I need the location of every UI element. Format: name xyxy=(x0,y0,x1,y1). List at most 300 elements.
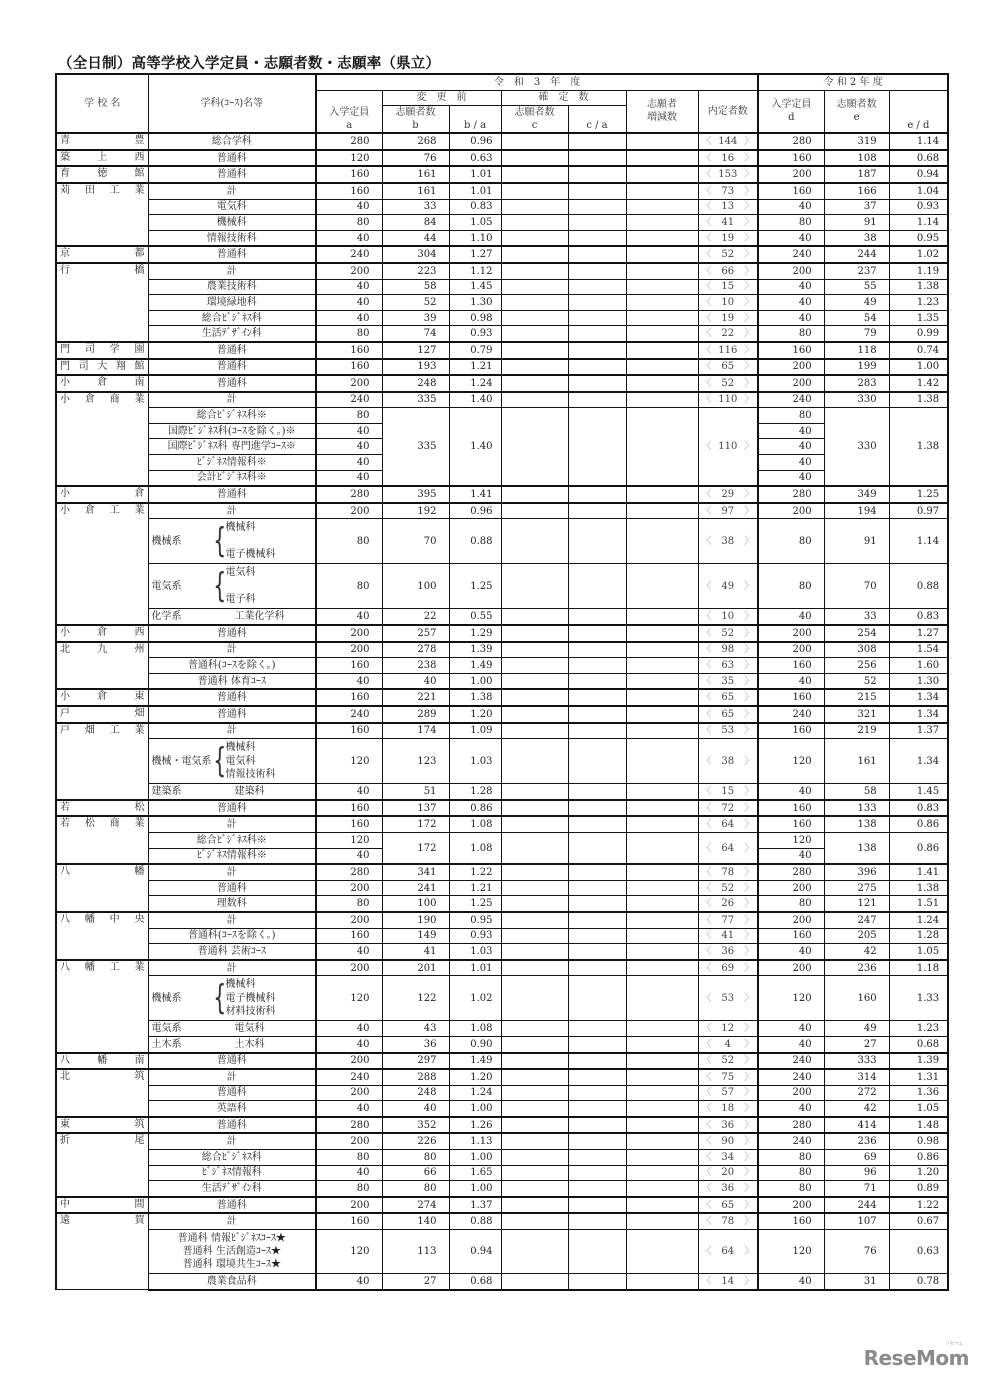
ratio-ba: 1.10 xyxy=(449,230,501,246)
naitei-cell: 〈 52 〉 xyxy=(698,880,758,896)
table-row xyxy=(56,1213,948,1229)
ratio-ed: 1.34 xyxy=(889,706,948,723)
course-name: 生活ﾃﾞｻﾞｲﾝ科 xyxy=(148,326,316,342)
table-row xyxy=(56,519,948,564)
ratio-ed: 0.98 xyxy=(889,1133,948,1149)
applicant-change xyxy=(626,503,698,519)
ratio-ba: 0.96 xyxy=(449,133,501,150)
table-row xyxy=(56,375,948,392)
header-reiwa3: 令 和 3 年 度 xyxy=(316,74,758,90)
table-row xyxy=(56,1197,948,1214)
ratio-ed: 1.33 xyxy=(889,976,948,1021)
ratio-ba: 1.40 xyxy=(449,408,501,486)
table-row xyxy=(56,928,948,944)
ratio-ed: 0.68 xyxy=(889,150,948,167)
applicants-b: 268 xyxy=(382,133,449,150)
capacity-a: 240 xyxy=(316,392,382,408)
table-row xyxy=(56,1117,948,1134)
applicants-e: 91 xyxy=(824,215,889,231)
capacity-d: 40 xyxy=(758,423,824,439)
table-row xyxy=(56,486,948,503)
applicants-e: 349 xyxy=(824,486,889,503)
naitei-cell: 〈 65 〉 xyxy=(698,359,758,376)
applicants-c xyxy=(501,1117,568,1134)
table-row xyxy=(56,564,948,609)
capacity-a: 280 xyxy=(316,133,382,150)
capacity-d: 80 xyxy=(758,408,824,424)
school-name: 京 都 xyxy=(56,246,148,263)
ratio-ca xyxy=(568,1197,626,1214)
capacity-a: 40 xyxy=(316,199,382,215)
course-group: 建築系 建築科 xyxy=(148,784,316,800)
ratio-ca xyxy=(568,816,626,832)
ratio-ba: 1.24 xyxy=(449,375,501,392)
capacity-d: 200 xyxy=(758,642,824,658)
applicant-change xyxy=(626,166,698,183)
naitei-cell: 〈 72 〉 xyxy=(698,800,758,817)
capacity-a: 200 xyxy=(316,1053,382,1070)
school-name: 小 倉 東 xyxy=(56,689,148,706)
course-name: 総合学科 xyxy=(148,133,316,150)
ratio-ba: 0.98 xyxy=(449,310,501,326)
ratio-ca xyxy=(568,739,626,784)
capacity-d: 80 xyxy=(758,1165,824,1181)
applicant-change xyxy=(626,976,698,1021)
course-group: 機械・電気系 { 機械科 電気科 情報技術科 xyxy=(148,739,316,784)
applicants-e: 121 xyxy=(824,896,889,912)
course-name: 計 xyxy=(148,816,316,832)
table-row xyxy=(56,326,948,342)
capacity-a: 280 xyxy=(316,1117,382,1134)
table-row xyxy=(56,1101,948,1117)
applicants-b: 51 xyxy=(382,784,449,800)
capacity-a: 120 xyxy=(316,739,382,784)
course-name: 計 xyxy=(148,183,316,199)
ratio-ed: 1.18 xyxy=(889,960,948,976)
ratio-ba: 1.02 xyxy=(449,976,501,1021)
applicant-change xyxy=(626,199,698,215)
naitei-cell: 〈 19 〉 xyxy=(698,310,758,326)
naitei-cell: 〈 41 〉 xyxy=(698,215,758,231)
capacity-d: 80 xyxy=(758,1181,824,1197)
capacity-a: 200 xyxy=(316,263,382,279)
ratio-ca xyxy=(568,1069,626,1085)
applicants-b: 192 xyxy=(382,503,449,519)
capacity-d: 160 xyxy=(758,689,824,706)
table-row xyxy=(56,1230,948,1274)
ratio-ed: 1.41 xyxy=(889,864,948,880)
applicant-change xyxy=(626,673,698,689)
school-name: 東 筑 xyxy=(56,1117,148,1134)
applicants-e: 194 xyxy=(824,503,889,519)
ratio-ed: 0.94 xyxy=(889,166,948,183)
table-row xyxy=(56,706,948,723)
capacity-a: 200 xyxy=(316,375,382,392)
course-name: 国際ﾋﾞｼﾞﾈｽ科 専門進学ｺｰｽ※ xyxy=(148,439,316,455)
school-name: 行 橋 xyxy=(56,263,148,342)
capacity-a: 160 xyxy=(316,723,382,739)
ratio-ca xyxy=(568,658,626,674)
ratio-ca xyxy=(568,1053,626,1070)
ratio-ed: 1.34 xyxy=(889,689,948,706)
applicants-c xyxy=(501,816,568,832)
header-naitei: 内定者数 xyxy=(698,90,758,133)
naitei-cell: 〈 52 〉 xyxy=(698,1053,758,1070)
capacity-a: 40 xyxy=(316,1101,382,1117)
ratio-ba: 1.49 xyxy=(449,658,501,674)
applicant-change xyxy=(626,359,698,376)
ratio-ca xyxy=(568,503,626,519)
capacity-a: 280 xyxy=(316,486,382,503)
ratio-ba: 0.88 xyxy=(449,1213,501,1229)
capacity-d: 40 xyxy=(758,439,824,455)
applicants-c xyxy=(501,1133,568,1149)
course-name: 普通科(ｺｰｽを除く。) xyxy=(148,928,316,944)
table-row xyxy=(56,1069,948,1085)
ratio-ca xyxy=(568,944,626,960)
capacity-a: 40 xyxy=(316,470,382,486)
course-name: 英語科 xyxy=(148,1101,316,1117)
course-name: 普通科 xyxy=(148,1117,316,1134)
ratio-ba: 1.26 xyxy=(449,1117,501,1134)
capacity-d: 40 xyxy=(758,455,824,471)
table-row xyxy=(56,1181,948,1197)
applicants-e: 107 xyxy=(824,1213,889,1229)
capacity-d: 40 xyxy=(758,1274,824,1290)
applicants-e: 70 xyxy=(824,564,889,609)
applicants-b: 190 xyxy=(382,912,449,928)
capacity-a: 200 xyxy=(316,1085,382,1101)
ratio-ba: 0.88 xyxy=(449,519,501,564)
ratio-ba: 1.27 xyxy=(449,246,501,263)
naitei-cell: 〈 110 〉 xyxy=(698,392,758,408)
naitei-cell: 〈 98 〉 xyxy=(698,642,758,658)
course-name: 計 xyxy=(148,912,316,928)
capacity-a: 80 xyxy=(316,1150,382,1166)
course-name: 普通科 xyxy=(148,359,316,376)
capacity-a: 80 xyxy=(316,326,382,342)
course-name: 計 xyxy=(148,263,316,279)
applicants-c xyxy=(501,689,568,706)
naitei-cell: 〈 36 〉 xyxy=(698,944,758,960)
applicants-e: 27 xyxy=(824,1036,889,1052)
ratio-ba: 1.03 xyxy=(449,944,501,960)
ratio-ed: 1.45 xyxy=(889,784,948,800)
table-row xyxy=(56,944,948,960)
course-name: 計 xyxy=(148,1133,316,1149)
capacity-d: 200 xyxy=(758,1197,824,1214)
applicants-e: 69 xyxy=(824,1150,889,1166)
course-name: 普通科 xyxy=(148,1085,316,1101)
naitei-cell: 〈 16 〉 xyxy=(698,150,758,167)
applicants-b: 289 xyxy=(382,706,449,723)
capacity-d: 40 xyxy=(758,609,824,625)
naitei-cell: 〈 75 〉 xyxy=(698,1069,758,1085)
applicants-e: 319 xyxy=(824,133,889,150)
ratio-ed: 0.83 xyxy=(889,609,948,625)
ratio-ba: 1.20 xyxy=(449,706,501,723)
capacity-d: 80 xyxy=(758,896,824,912)
applicants-b: 44 xyxy=(382,230,449,246)
applicants-c xyxy=(501,215,568,231)
school-name: 遠 賀 xyxy=(56,1213,148,1289)
naitei-cell: 〈 65 〉 xyxy=(698,689,758,706)
ratio-ba: 1.25 xyxy=(449,896,501,912)
table-row xyxy=(56,960,948,976)
capacity-a: 40 xyxy=(316,1165,382,1181)
course-name: 普通科 xyxy=(148,246,316,263)
table-row xyxy=(56,279,948,295)
applicant-change xyxy=(626,800,698,817)
capacity-d: 200 xyxy=(758,912,824,928)
brace-icon: { xyxy=(212,741,226,782)
course-name: 農業食品科 xyxy=(148,1274,316,1290)
ratio-ed: 1.38 xyxy=(889,880,948,896)
school-name: 門 司 学 園 xyxy=(56,342,148,359)
naitei-cell: 〈 63 〉 xyxy=(698,658,758,674)
capacity-a: 200 xyxy=(316,625,382,642)
ratio-ba: 1.12 xyxy=(449,263,501,279)
applicants-b: 140 xyxy=(382,1213,449,1229)
table-row xyxy=(56,739,948,784)
course-name: 総合ﾋﾞｼﾞﾈｽ科※ xyxy=(148,832,316,848)
capacity-a: 160 xyxy=(316,1213,382,1229)
ratio-ba: 1.28 xyxy=(449,784,501,800)
capacity-d: 40 xyxy=(758,310,824,326)
applicants-c xyxy=(501,1230,568,1274)
ratio-ba: 0.55 xyxy=(449,609,501,625)
applicant-change xyxy=(626,133,698,150)
ratio-ca xyxy=(568,1213,626,1229)
ratio-ca xyxy=(568,960,626,976)
course-name: 普通科 体育ｺｰｽ xyxy=(148,673,316,689)
applicants-b: 74 xyxy=(382,326,449,342)
applicants-c xyxy=(501,658,568,674)
applicant-change xyxy=(626,263,698,279)
table-row xyxy=(56,295,948,311)
brace-icon: { xyxy=(212,978,226,1019)
ratio-ba: 0.93 xyxy=(449,928,501,944)
capacity-d: 40 xyxy=(758,848,824,864)
ratio-ca xyxy=(568,183,626,199)
applicant-change xyxy=(626,1101,698,1117)
applicants-b: 40 xyxy=(382,673,449,689)
header-applicants-e: 志願者数 e xyxy=(824,90,889,133)
table-row xyxy=(56,342,948,359)
course-name: 総合ﾋﾞｼﾞﾈｽ科 xyxy=(148,1150,316,1166)
capacity-a: 160 xyxy=(316,816,382,832)
applicants-e: 321 xyxy=(824,706,889,723)
ratio-ca xyxy=(568,912,626,928)
capacity-a: 160 xyxy=(316,166,382,183)
capacity-d: 120 xyxy=(758,739,824,784)
capacity-a: 40 xyxy=(316,423,382,439)
applicants-e: 275 xyxy=(824,880,889,896)
applicant-change xyxy=(626,706,698,723)
applicants-b: 122 xyxy=(382,976,449,1021)
applicants-e: 199 xyxy=(824,359,889,376)
applicant-change xyxy=(626,1213,698,1229)
naitei-cell: 〈 110 〉 xyxy=(698,408,758,486)
applicants-b: 80 xyxy=(382,1150,449,1166)
table-row xyxy=(56,392,948,408)
header-before-change: 変 更 前 xyxy=(382,90,501,106)
applicants-b: 40 xyxy=(382,1101,449,1117)
course-name: 計 xyxy=(148,1069,316,1085)
capacity-d: 200 xyxy=(758,880,824,896)
header-course-name: 学科(ｺｰｽ)名等 xyxy=(148,74,316,133)
ratio-ba: 0.94 xyxy=(449,1230,501,1274)
ratio-ba: 1.49 xyxy=(449,1053,501,1070)
applicants-e: 244 xyxy=(824,246,889,263)
applicants-b: 257 xyxy=(382,625,449,642)
course-name: 普通科(ｺｰｽを除く。) xyxy=(148,658,316,674)
capacity-d: 80 xyxy=(758,1150,824,1166)
naitei-cell: 〈 65 〉 xyxy=(698,1197,758,1214)
capacity-a: 40 xyxy=(316,455,382,471)
ratio-ed: 1.14 xyxy=(889,519,948,564)
applicants-c xyxy=(501,609,568,625)
course-name: 普通科 xyxy=(148,625,316,642)
naitei-cell: 〈 153 〉 xyxy=(698,166,758,183)
ratio-ba: 0.86 xyxy=(449,800,501,817)
applicants-e: 160 xyxy=(824,976,889,1021)
ratio-ca xyxy=(568,310,626,326)
ratio-ca xyxy=(568,133,626,150)
ratio-ed: 0.74 xyxy=(889,342,948,359)
course-name: ﾋﾞｼﾞﾈｽ情報科※ xyxy=(148,848,316,864)
header-ratio-ed: e / d xyxy=(889,90,948,133)
naitei-cell: 〈 64 〉 xyxy=(698,816,758,832)
applicants-c xyxy=(501,519,568,564)
ratio-ed: 1.14 xyxy=(889,133,948,150)
naitei-cell: 〈 19 〉 xyxy=(698,230,758,246)
applicants-b: 395 xyxy=(382,486,449,503)
capacity-d: 40 xyxy=(758,1101,824,1117)
applicants-b: 127 xyxy=(382,342,449,359)
ratio-ba: 0.96 xyxy=(449,503,501,519)
school-name: 青 豊 xyxy=(56,133,148,150)
applicants-c xyxy=(501,1150,568,1166)
applicant-change xyxy=(626,519,698,564)
naitei-cell: 〈 34 〉 xyxy=(698,1150,758,1166)
capacity-d: 120 xyxy=(758,1230,824,1274)
ratio-ca xyxy=(568,359,626,376)
capacity-a: 160 xyxy=(316,800,382,817)
ratio-ca xyxy=(568,689,626,706)
applicant-change xyxy=(626,375,698,392)
applicants-c xyxy=(501,928,568,944)
course-name: 総合ﾋﾞｼﾞﾈｽ科※ xyxy=(148,408,316,424)
applicant-change xyxy=(626,310,698,326)
naitei-cell: 〈 116 〉 xyxy=(698,342,758,359)
naitei-cell: 〈 78 〉 xyxy=(698,864,758,880)
capacity-a: 40 xyxy=(316,673,382,689)
ratio-ed: 1.24 xyxy=(889,912,948,928)
table-row xyxy=(56,263,948,279)
capacity-d: 40 xyxy=(758,673,824,689)
ratio-ed: 0.68 xyxy=(889,1036,948,1052)
ratio-ed: 1.36 xyxy=(889,1085,948,1101)
capacity-d: 200 xyxy=(758,960,824,976)
applicants-c xyxy=(501,486,568,503)
ratio-ba: 1.00 xyxy=(449,673,501,689)
header-school-name: 学 校 名 xyxy=(56,74,148,133)
ratio-ba: 1.01 xyxy=(449,166,501,183)
applicant-change xyxy=(626,880,698,896)
ratio-ed: 0.67 xyxy=(889,1213,948,1229)
ratio-ca xyxy=(568,295,626,311)
applicant-change xyxy=(626,1230,698,1274)
applicants-e: 330 xyxy=(824,392,889,408)
admissions-table xyxy=(55,73,949,1291)
applicant-change xyxy=(626,1165,698,1181)
capacity-a: 120 xyxy=(316,976,382,1021)
capacity-d: 200 xyxy=(758,263,824,279)
applicants-e: 283 xyxy=(824,375,889,392)
course-name: 計 xyxy=(148,1213,316,1229)
applicants-b: 248 xyxy=(382,375,449,392)
applicant-change xyxy=(626,1197,698,1214)
naitei-cell: 〈 38 〉 xyxy=(698,739,758,784)
capacity-a: 240 xyxy=(316,706,382,723)
ratio-ed: 1.23 xyxy=(889,1021,948,1037)
capacity-a: 120 xyxy=(316,1230,382,1274)
naitei-cell: 〈 52 〉 xyxy=(698,375,758,392)
capacity-a: 160 xyxy=(316,689,382,706)
applicant-change xyxy=(626,784,698,800)
capacity-d: 40 xyxy=(758,230,824,246)
ratio-ba: 0.79 xyxy=(449,342,501,359)
table-row xyxy=(56,912,948,928)
ratio-ed: 0.95 xyxy=(889,230,948,246)
ratio-ca xyxy=(568,800,626,817)
table-row xyxy=(56,1165,948,1181)
ratio-ed: 1.02 xyxy=(889,246,948,263)
capacity-d: 280 xyxy=(758,486,824,503)
capacity-d: 120 xyxy=(758,976,824,1021)
ratio-ca xyxy=(568,326,626,342)
ratio-ba: 1.25 xyxy=(449,564,501,609)
naitei-cell: 〈 73 〉 xyxy=(698,183,758,199)
header-applicants-c: 志願者数 c xyxy=(501,106,568,134)
naitei-cell: 〈 52 〉 xyxy=(698,625,758,642)
course-name: 計 xyxy=(148,864,316,880)
course-name: 生活ﾃﾞｻﾞｲﾝ科 xyxy=(148,1181,316,1197)
applicants-e: 166 xyxy=(824,183,889,199)
ratio-ca xyxy=(568,230,626,246)
school-name: 北 九 州 xyxy=(56,642,148,690)
capacity-d: 200 xyxy=(758,503,824,519)
capacity-d: 240 xyxy=(758,392,824,408)
capacity-d: 240 xyxy=(758,1133,824,1149)
ratio-ba: 1.00 xyxy=(449,1150,501,1166)
naitei-cell: 〈 20 〉 xyxy=(698,1165,758,1181)
applicants-e: 54 xyxy=(824,310,889,326)
capacity-a: 80 xyxy=(316,896,382,912)
ratio-ba: 1.22 xyxy=(449,864,501,880)
ratio-ba: 1.00 xyxy=(449,1181,501,1197)
ratio-ed: 1.54 xyxy=(889,642,948,658)
ratio-ba: 0.93 xyxy=(449,326,501,342)
applicant-change xyxy=(626,1133,698,1149)
capacity-d: 40 xyxy=(758,784,824,800)
capacity-d: 240 xyxy=(758,246,824,263)
course-name: 計 xyxy=(148,642,316,658)
applicant-change xyxy=(626,279,698,295)
ratio-ed: 1.30 xyxy=(889,673,948,689)
course-name: 計 xyxy=(148,392,316,408)
